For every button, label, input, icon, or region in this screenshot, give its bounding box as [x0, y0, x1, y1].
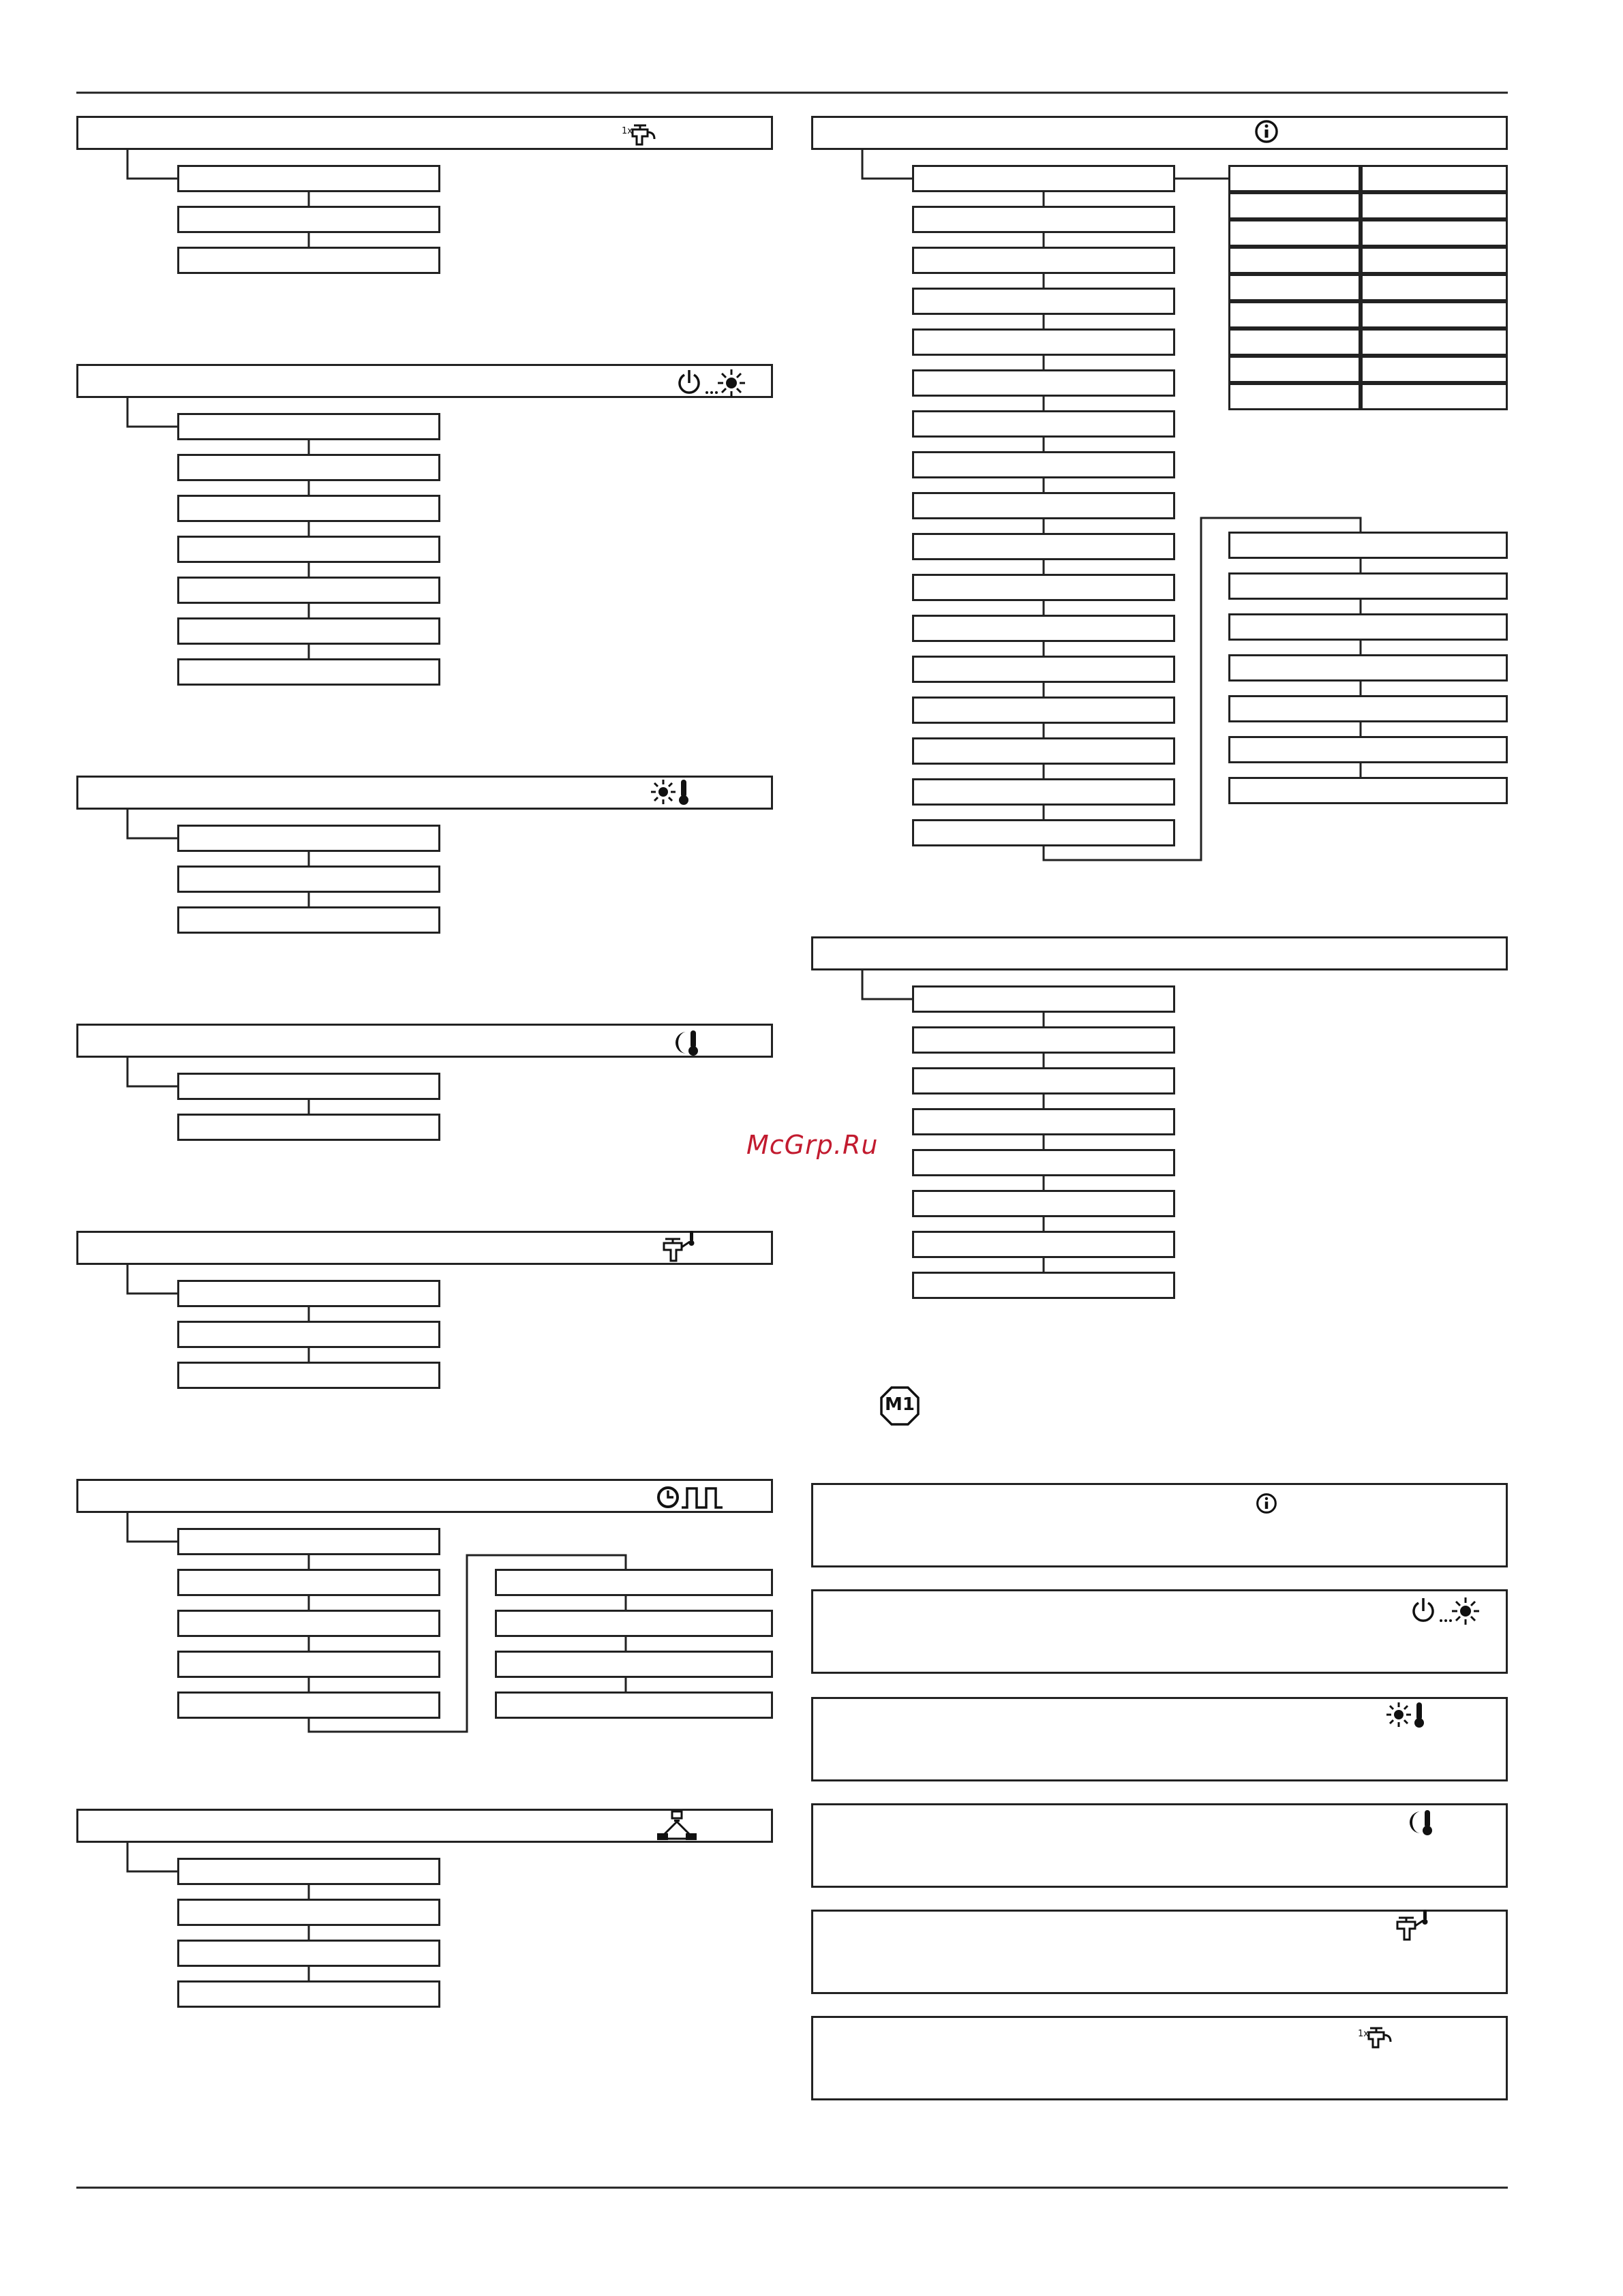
info-table-cell-key[interactable]: [1228, 383, 1361, 410]
time-program-menu-item[interactable]: [177, 1610, 440, 1637]
info-subitem[interactable]: [1228, 777, 1508, 804]
network-menu-item[interactable]: [177, 1899, 440, 1926]
dhw-once-menu-elbow: [127, 150, 177, 179]
standby-comfort-menu-header[interactable]: [76, 364, 773, 398]
tap-once-icon: [620, 121, 661, 149]
info-table-cell-key[interactable]: [1228, 192, 1361, 219]
m1-badge-label: M1: [885, 1394, 915, 1415]
info-icon: [1256, 1493, 1277, 1514]
svg-text:1x: 1x: [622, 126, 633, 136]
service-menu-elbow: [862, 970, 912, 999]
info-menu-item[interactable]: [912, 533, 1175, 560]
reduced-temp-menu-header[interactable]: [76, 1024, 773, 1058]
info-table-cell-value[interactable]: [1361, 274, 1508, 301]
service-menu-item[interactable]: [912, 1067, 1175, 1095]
info-table-cell-value[interactable]: [1361, 219, 1508, 247]
info-table-cell-key[interactable]: [1228, 356, 1361, 383]
info-table-cell-value[interactable]: [1361, 383, 1508, 410]
tap-once-icon: [1356, 2024, 1397, 2051]
info-table-cell-key[interactable]: [1228, 219, 1361, 247]
network-menu-elbow: [127, 1843, 177, 1871]
info-menu-item[interactable]: [912, 328, 1175, 356]
clock-pulse-icon: [656, 1483, 727, 1512]
time-program-menu-item[interactable]: [177, 1651, 440, 1678]
dhw-setpoint-menu-item[interactable]: [177, 1321, 440, 1348]
info-subitem[interactable]: [1228, 613, 1508, 641]
service-menu-item[interactable]: [912, 1272, 1175, 1299]
reduced-temp-menu-item[interactable]: [177, 1114, 440, 1141]
standby-comfort-menu-item[interactable]: [177, 454, 440, 481]
info-menu-header[interactable]: [811, 116, 1508, 150]
time-program-subitem[interactable]: [495, 1651, 773, 1678]
standby-comfort-menu-item[interactable]: [177, 413, 440, 440]
service-menu-item[interactable]: [912, 1149, 1175, 1176]
time-program-subitem[interactable]: [495, 1569, 773, 1596]
info-table-cell-value[interactable]: [1361, 192, 1508, 219]
time-program-subitem[interactable]: [495, 1692, 773, 1719]
info-menu-item[interactable]: [912, 288, 1175, 315]
info-table-cell-value[interactable]: [1361, 328, 1508, 356]
info-table-cell-value[interactable]: [1361, 165, 1508, 192]
time-program-menu-elbow: [127, 1513, 177, 1542]
info-subitem[interactable]: [1228, 572, 1508, 600]
info-icon: [1254, 119, 1279, 144]
info-menu-item[interactable]: [912, 206, 1175, 233]
moon-thermometer-icon: [670, 1028, 704, 1058]
power-sun-icon: [1412, 1595, 1481, 1627]
service-menu-item[interactable]: [912, 1026, 1175, 1054]
dhw-once-menu-header[interactable]: [76, 116, 773, 150]
network-icon: [656, 1810, 698, 1844]
info-menu-item[interactable]: [912, 247, 1175, 274]
info-menu-item[interactable]: [912, 615, 1175, 642]
service-menu-item[interactable]: [912, 985, 1175, 1013]
info-menu-item[interactable]: [912, 656, 1175, 683]
dhw-setpoint-menu-item[interactable]: [177, 1362, 440, 1389]
standby-comfort-menu-item[interactable]: [177, 536, 440, 563]
sun-thermometer-icon: [1386, 1700, 1427, 1730]
info-table-cell-value[interactable]: [1361, 356, 1508, 383]
info-menu-item[interactable]: [912, 819, 1175, 846]
standby-comfort-menu-elbow: [127, 398, 177, 427]
info-menu-item[interactable]: [912, 410, 1175, 438]
info-menu-item[interactable]: [912, 778, 1175, 806]
time-program-menu-item[interactable]: [177, 1692, 440, 1719]
info-subitem[interactable]: [1228, 532, 1508, 559]
reduced-temp-menu-elbow: [127, 1058, 177, 1086]
dhw-setpoint-menu-item[interactable]: [177, 1280, 440, 1307]
standby-comfort-menu-item[interactable]: [177, 495, 440, 522]
info-menu-item[interactable]: [912, 737, 1175, 765]
legend-box-2[interactable]: [811, 1589, 1508, 1674]
info-table-cell-key[interactable]: [1228, 301, 1361, 328]
sun-thermometer-icon: [651, 777, 692, 807]
service-menu-item[interactable]: [912, 1190, 1175, 1217]
comfort-temp-menu-item[interactable]: [177, 866, 440, 893]
info-table-cell-value[interactable]: [1361, 301, 1508, 328]
standby-comfort-menu-item[interactable]: [177, 577, 440, 604]
info-table-cell-key[interactable]: [1228, 328, 1361, 356]
info-table-cell-key[interactable]: [1228, 165, 1361, 192]
dhw-once-menu-item[interactable]: [177, 165, 440, 192]
dhw-once-menu-item[interactable]: [177, 247, 440, 274]
info-menu-item[interactable]: [912, 574, 1175, 601]
info-menu-elbow: [862, 150, 912, 179]
standby-comfort-menu-item[interactable]: [177, 658, 440, 686]
network-menu-item[interactable]: [177, 1858, 440, 1885]
legend-box-1[interactable]: [811, 1483, 1508, 1567]
legend-box-4[interactable]: [811, 1803, 1508, 1888]
comfort-temp-menu-item[interactable]: [177, 906, 440, 934]
reduced-temp-menu-item[interactable]: [177, 1073, 440, 1100]
svg-text:1x: 1x: [1358, 2029, 1369, 2039]
info-menu-item[interactable]: [912, 492, 1175, 519]
watermark: McGrp.Ru: [746, 1130, 879, 1160]
info-subitem[interactable]: [1228, 654, 1508, 682]
comfort-temp-menu-item[interactable]: [177, 825, 440, 852]
network-menu-item[interactable]: [177, 1980, 440, 2008]
time-program-menu-item[interactable]: [177, 1528, 440, 1555]
time-program-subitem[interactable]: [495, 1610, 773, 1637]
info-menu-item[interactable]: [912, 451, 1175, 478]
network-menu-item[interactable]: [177, 1940, 440, 1967]
info-table-cell-key[interactable]: [1228, 274, 1361, 301]
power-sun-icon: [678, 367, 746, 399]
tap-thermometer-icon: [663, 1229, 698, 1266]
info-branch: [1044, 518, 1361, 860]
info-menu-item[interactable]: [912, 369, 1175, 397]
info-table-cell-value[interactable]: [1361, 247, 1508, 274]
info-table-cell-key[interactable]: [1228, 247, 1361, 274]
info-subitem[interactable]: [1228, 695, 1508, 722]
standby-comfort-menu-item[interactable]: [177, 617, 440, 645]
info-menu-item[interactable]: [912, 165, 1175, 192]
moon-thermometer-icon: [1404, 1807, 1438, 1837]
service-menu-header[interactable]: [811, 936, 1508, 970]
legend-box-6[interactable]: [811, 2016, 1508, 2100]
info-menu-item[interactable]: [912, 697, 1175, 724]
tap-thermometer-icon: [1396, 1908, 1431, 1945]
service-menu-item[interactable]: [912, 1231, 1175, 1258]
service-menu-item[interactable]: [912, 1108, 1175, 1135]
info-subitem[interactable]: [1228, 736, 1508, 763]
time-program-menu-item[interactable]: [177, 1569, 440, 1596]
dhw-setpoint-menu-elbow: [127, 1265, 177, 1294]
comfort-temp-menu-elbow: [127, 810, 177, 838]
dhw-once-menu-item[interactable]: [177, 206, 440, 233]
